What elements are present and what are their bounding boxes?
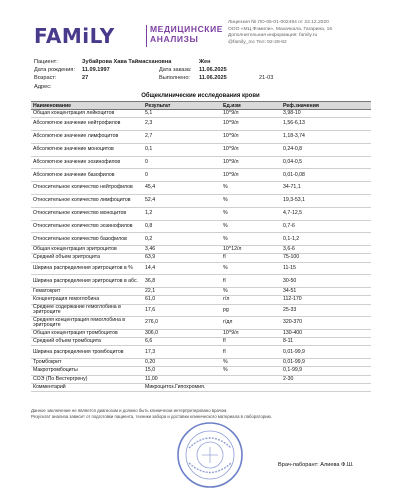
cell-name: Абсолютное значение базофилов — [31, 169, 143, 182]
cell-name: Относительное количество базофилов — [31, 233, 143, 246]
table-row — [31, 194, 371, 207]
col-header-result: Результат — [143, 102, 221, 110]
cell-name: Относительное количество лимфоцитов — [31, 194, 143, 207]
cell-name: Средний объем тромбоцита — [31, 338, 143, 346]
cell-ref: 1,18-3,74 — [281, 130, 371, 143]
cell-name: Ширина распределения тромбоцитов — [31, 346, 143, 359]
table-row — [31, 130, 371, 143]
cell-unit: 10^9/л — [221, 118, 281, 131]
cell-result: 36,8 — [143, 275, 221, 288]
table-row — [31, 317, 371, 330]
cell-ref: 25-33 — [281, 304, 371, 317]
cell-ref: 4,7-12,5 — [281, 207, 371, 220]
license-line: Лицензия № ЛО-05-01-002494 от 22.12.2020 — [228, 20, 329, 25]
cell-unit: fl — [221, 338, 281, 346]
cell-name: Тромбокрит — [31, 359, 143, 367]
cell-result: 2,3 — [143, 118, 221, 131]
cell-result: 3,46 — [143, 246, 221, 254]
age-value: 27 — [82, 75, 89, 82]
cell-name: Ширина распределения эритроцитов в абс. — [31, 275, 143, 288]
cell-unit: fl — [221, 254, 281, 262]
logo-text: FAMiLY — [34, 24, 115, 48]
cell-unit: fl — [221, 275, 281, 288]
cell-name: СОЭ (По Вестергрену) — [31, 375, 143, 383]
cell-unit: % — [221, 194, 281, 207]
patient-name-label: Пациент: — [34, 59, 58, 65]
cell-name: Абсолютное значение нейтрофилов — [31, 118, 143, 131]
dob-value: 11.09.1997 — [82, 67, 110, 74]
cell-unit: г/дл — [221, 317, 281, 330]
table-row — [31, 262, 371, 275]
cell-ref: 3,6-6 — [281, 246, 371, 254]
cell-unit: % — [221, 288, 281, 296]
table-row — [31, 246, 371, 254]
cell-result: 0,2 — [143, 233, 221, 246]
cell-result: 6,6 — [143, 338, 221, 346]
done-value: 11.06.2025 — [199, 75, 227, 82]
cell-unit — [221, 383, 281, 391]
cell-unit: 10^12/л — [221, 246, 281, 254]
brand-line-1: МЕДИЦИНСКИЕ — [150, 24, 224, 34]
col-header-unit: Ед.изм — [221, 102, 281, 110]
cell-name: Средняя концентрация гемоглобина в эритроците — [31, 317, 143, 330]
table-row — [31, 338, 371, 346]
cell-result: 15,0 — [143, 367, 221, 375]
cell-name: Общая концентрация тромбоцитов — [31, 330, 143, 338]
cell-unit: % — [221, 367, 281, 375]
age-label: Возраст: — [34, 75, 57, 82]
cell-result: 52,4 — [143, 194, 221, 207]
cell-ref: 2-30 — [281, 375, 371, 383]
cell-ref: 0,01-99,9 — [281, 359, 371, 367]
table-row — [31, 143, 371, 156]
cell-name: Общая концентрация лейкоцитов — [31, 110, 143, 118]
results-body — [31, 110, 371, 392]
cell-unit: % — [221, 262, 281, 275]
cell-unit: fl — [221, 346, 281, 359]
license-line: @family_mc Тел: 92-28-82 — [228, 40, 287, 46]
disclaimer-line: Результат анализа зависит от подготовки пациента, техники забора и доставки клинического материала в лабораторию. — [31, 413, 273, 419]
cell-ref: 75-100 — [281, 254, 371, 262]
cell-name: Относительное количество эозинофилов — [31, 220, 143, 233]
cell-name: Гематокрит — [31, 288, 143, 296]
license-info — [228, 20, 368, 47]
cell-name: Концентрация гемоглобина — [31, 296, 143, 304]
cell-result: 45,4 — [143, 182, 221, 195]
cell-ref: 11-15 — [281, 262, 371, 275]
cell-ref: 3,98-10 — [281, 110, 371, 118]
results-table — [31, 101, 371, 392]
cell-ref: 30-50 — [281, 275, 371, 288]
table-header-row — [31, 102, 371, 110]
cell-ref: 130-400 — [281, 330, 371, 338]
cell-ref: 0,01-0,08 — [281, 169, 371, 182]
cell-result: 5,1 — [143, 110, 221, 118]
cell-unit: 10^9/л — [221, 169, 281, 182]
cell-result: 0 — [143, 156, 221, 169]
order-date-label: Дата заказа: — [159, 67, 192, 74]
cell-result: 306,0 — [143, 330, 221, 338]
cell-result: 14,4 — [143, 262, 221, 275]
cell-ref: 320-370 — [281, 317, 371, 330]
cell-name: Относительное количество моноцитов — [31, 207, 143, 220]
cell-ref: 0,1-1,2 — [281, 233, 371, 246]
brand-line-2: АНАЛИЗЫ — [150, 34, 199, 44]
table-row — [31, 288, 371, 296]
cell-unit: % — [221, 359, 281, 367]
cell-ref: 112-170 — [281, 296, 371, 304]
table-row — [31, 367, 371, 375]
cell-name: Ширина распределения эритроцитов в % — [31, 262, 143, 275]
cell-result: 17,3 — [143, 346, 221, 359]
family-logo — [34, 24, 144, 48]
cell-result: 0 — [143, 169, 221, 182]
cell-ref: 0,24-0,8 — [281, 143, 371, 156]
patient-sex: Жен — [199, 59, 211, 65]
license-line: ООО «МЦ Фэмили», Махачкала, Гагарина, 16 — [228, 26, 333, 32]
logo-divider — [146, 25, 147, 47]
table-row — [31, 275, 371, 288]
cell-ref: 8-11 — [281, 338, 371, 346]
cell-unit: % — [221, 182, 281, 195]
cell-result: 276,0 — [143, 317, 221, 330]
table-row — [31, 375, 371, 383]
cell-result: Микроцитоз.Гипохромия. — [143, 383, 221, 391]
cell-unit: 10^9/л — [221, 156, 281, 169]
cell-unit: % — [221, 220, 281, 233]
cell-name: Относительное количество нейтрофилов — [31, 182, 143, 195]
address-label: Адрес: — [34, 83, 52, 90]
cell-name: Среднее содержание гемоглобина в эритроците — [31, 304, 143, 317]
cell-result: 17,6 — [143, 304, 221, 317]
cell-unit: 10^9/л — [221, 143, 281, 156]
cell-unit: % — [221, 207, 281, 220]
table-title: Общеклинические исследования крови — [141, 93, 260, 99]
cell-unit: pg — [221, 304, 281, 317]
table-row — [31, 346, 371, 359]
table-row — [31, 207, 371, 220]
cell-ref: 34-71,1 — [281, 182, 371, 195]
cell-result: 2,7 — [143, 130, 221, 143]
cell-ref — [281, 383, 371, 391]
cell-result: 11,00 — [143, 375, 221, 383]
order-date-value: 11.06.2025 — [199, 67, 227, 74]
cell-name: Общая концентрация эритроцитов — [31, 246, 143, 254]
cell-name: Абсолютное значение лимфоцитов — [31, 130, 143, 143]
cell-ref: 0,01-99,9 — [281, 346, 371, 359]
cell-name: Абсолютное значение эозинофилов — [31, 156, 143, 169]
cell-unit: 10^9/л — [221, 110, 281, 118]
table-row — [31, 330, 371, 338]
cell-unit: г/л — [221, 296, 281, 304]
done-label: Выполнено: — [159, 75, 190, 82]
dob-label: Дата рождения: — [34, 67, 76, 74]
cell-ref: 0,1-99,9 — [281, 367, 371, 375]
table-row — [31, 233, 371, 246]
col-header-ref: Реф.значения — [281, 102, 371, 110]
col-header-name: Наименование — [31, 102, 143, 110]
cell-result: 1,2 — [143, 207, 221, 220]
cell-name: Макротромбоциты — [31, 367, 143, 375]
cell-result: 22,1 — [143, 288, 221, 296]
cell-ref: 1,56-6,13 — [281, 118, 371, 131]
cell-result: 63,9 — [143, 254, 221, 262]
table-row — [31, 296, 371, 304]
cell-unit: % — [221, 233, 281, 246]
table-row — [31, 383, 371, 391]
cell-ref: 19,3-53,1 — [281, 194, 371, 207]
license-line: Дополнительная информация: family.ru — [228, 33, 318, 39]
table-row — [31, 220, 371, 233]
table-row — [31, 304, 371, 317]
cell-unit — [221, 375, 281, 383]
cell-name: Комментарий — [31, 383, 143, 391]
table-row — [31, 110, 371, 118]
cell-result: 0,20 — [143, 359, 221, 367]
round-stamp — [175, 420, 245, 490]
cell-name: Средний объем эритроцита — [31, 254, 143, 262]
cell-ref: 0,7-6 — [281, 220, 371, 233]
cell-unit: 10^9/л — [221, 130, 281, 143]
cell-name: Абсолютное значение моноцитов — [31, 143, 143, 156]
table-row — [31, 254, 371, 262]
cell-result: 0,1 — [143, 143, 221, 156]
table-row — [31, 156, 371, 169]
cell-ref: 0,04-0,5 — [281, 156, 371, 169]
table-row — [31, 182, 371, 195]
table-row — [31, 359, 371, 367]
table-row — [31, 118, 371, 131]
disclaimer-line: Данное заключение не является диагнозом и должно быть клинически интерпретировано врачом. — [31, 408, 228, 413]
cell-unit: 10^9/л — [221, 330, 281, 338]
cell-result: 0,8 — [143, 220, 221, 233]
patient-name: Зубайрова Хава Таймасхановна — [82, 59, 172, 65]
disclaimer — [31, 408, 376, 419]
table-row — [31, 169, 371, 182]
extra-code: 21-03 — [259, 75, 274, 82]
brand-subtitle — [150, 24, 223, 44]
cell-result: 61,0 — [143, 296, 221, 304]
doctor-signature: Врач-лаборант: Алиева Ф.Ш. — [278, 462, 354, 468]
cell-ref: 34-51 — [281, 288, 371, 296]
